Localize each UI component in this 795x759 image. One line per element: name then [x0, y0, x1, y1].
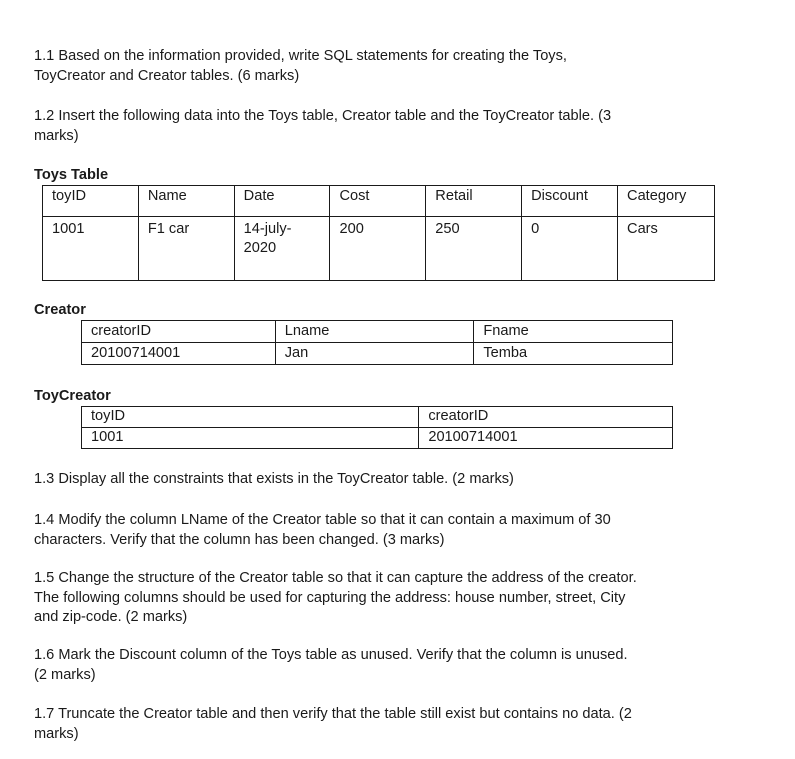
table-row — [82, 428, 673, 449]
creator-table-title: Creator — [34, 302, 86, 318]
question-1-5-line-1: 1.5 Change the structure of the Creator table so that it can capture the address of the creator. — [34, 570, 637, 586]
toy-date-line-2: 2020 — [243, 240, 277, 256]
question-1-7-line-2: marks) — [34, 725, 79, 742]
toy-date-cell — [234, 217, 330, 281]
creator-fname-cell: Temba — [474, 343, 673, 365]
question-1-4 — [34, 511, 611, 550]
toy-category-cell: Cars — [618, 217, 715, 281]
question-1-3-line-1: 1.3 Display all the constraints that exists in the ToyCreator table. (2 marks) — [34, 471, 514, 487]
column-header: Category — [618, 186, 715, 217]
toy-retail-cell: 250 — [426, 217, 522, 281]
question-1-3 — [34, 470, 514, 490]
table-header-row — [43, 186, 715, 217]
column-header: Retail — [426, 186, 522, 217]
table-row — [82, 343, 673, 365]
table-row — [43, 217, 715, 281]
toycreator-creator-id-cell: 20100714001 — [419, 428, 673, 449]
toys-table-title: Toys Table — [34, 167, 109, 183]
question-1-4-line-2: characters. Verify that the column has been changed. (3 marks) — [34, 531, 445, 548]
column-header: Cost — [330, 186, 426, 217]
column-header: toyID — [43, 186, 139, 217]
toycreator-table — [81, 406, 673, 449]
toy-name-cell: F1 car — [138, 217, 234, 281]
table-header-row — [82, 321, 673, 343]
creator-lname-cell: Jan — [275, 343, 474, 365]
toy-id-cell: 1001 — [43, 217, 139, 281]
question-1-6-line-1: 1.6 Mark the Discount column of the Toys table as unused. Verify that the column is unused. — [34, 647, 628, 663]
question-1-5 — [34, 569, 637, 628]
column-header: toyID — [82, 407, 419, 428]
question-1-2 — [34, 107, 611, 146]
table-header-row — [82, 407, 673, 428]
question-1-6 — [34, 646, 628, 685]
question-1-7 — [34, 705, 632, 744]
column-header: Date — [234, 186, 330, 217]
question-1-5-line-3: and zip-code. (2 marks) — [34, 609, 188, 625]
column-header: Discount — [522, 186, 618, 217]
column-header: Lname — [275, 321, 474, 343]
question-1-2-line-1: 1.2 Insert the following data into the Toys table, Creator table and the ToyCreator table. (3 — [34, 108, 612, 124]
creator-table — [81, 320, 673, 365]
question-1-7-line-1: 1.7 Truncate the Creator table and then verify that the table still exist but contains no data. (2 — [34, 706, 632, 722]
creator-id-cell: 20100714001 — [82, 343, 276, 365]
toy-date-line-1: 14-july- — [243, 221, 292, 237]
column-header: creatorID — [82, 321, 276, 343]
question-1-4-line-1: 1.4 Modify the column LName of the Creator table so that it can contain a maximum of 30 — [34, 512, 611, 528]
toy-cost-cell: 200 — [330, 217, 426, 281]
question-1-1-line-1: 1.1 Based on the information provided, write SQL statements for creating the Toys, — [34, 48, 567, 64]
column-header: creatorID — [419, 407, 673, 428]
toycreator-table-title: ToyCreator — [34, 388, 111, 404]
question-1-2-line-2: marks) — [34, 127, 79, 144]
toycreator-toy-id-cell: 1001 — [82, 428, 419, 449]
column-header: Fname — [474, 321, 673, 343]
question-1-1-line-2: ToyCreator and Creator tables. (6 marks) — [34, 67, 300, 84]
question-1-6-line-2: (2 marks) — [34, 666, 96, 683]
toys-table — [42, 185, 715, 281]
question-1-1 — [34, 47, 567, 86]
question-1-5-line-2: The following columns should be used for capturing the address: house number, street, City — [34, 589, 626, 606]
toy-discount-cell: 0 — [522, 217, 618, 281]
column-header: Name — [138, 186, 234, 217]
